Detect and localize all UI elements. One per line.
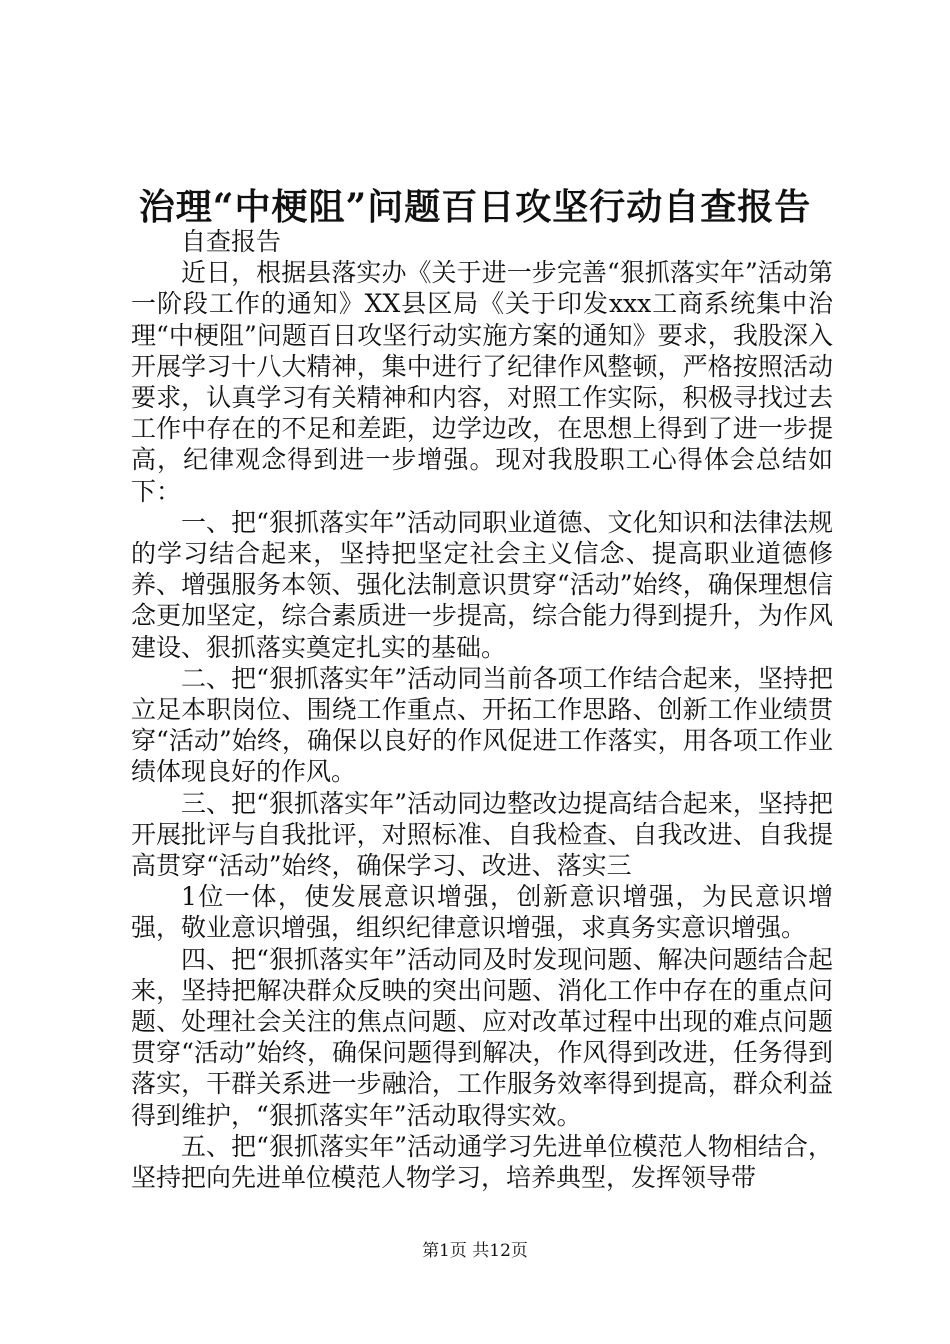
document-title: 治理“中梗阻”问题百日攻坚行动自查报告 xyxy=(138,186,812,228)
paragraph-point-3: 三、把“狠抓落实年”活动同边整改边提高结合起来，坚持把开展批评与自我批评，对照标准、自我检查、自我改进、自我提高贯穿“活动”始终，确保学习、改进、落实三 xyxy=(131,788,833,881)
paragraph-point-3-continued: 1位一体，使发展意识增强，创新意识增强，为民意识增强，敬业意识增强，组织纪律意识增强，求真务实意识增强。 xyxy=(131,882,833,943)
paragraph-point-2: 二、把“狠抓落实年”活动同当前各项工作结合起来，坚持把立足本职岗位、围绕工作重点、开拓工作思路、创新工作业绩贯穿“活动”始终，确保以良好的作风促进工作落实，用各项工作业绩体现良好的作风。 xyxy=(131,663,833,787)
document-body xyxy=(131,226,833,1193)
paragraph-heading: 自查报告 xyxy=(181,227,282,256)
paragraph-point-4: 四、把“狠抓落实年”活动同及时发现问题、解决问题结合起来，坚持把解决群众反映的突出问题、消化工作中存在的重点问题、处理社会关注的焦点问题、应对改革过程中出现的难点问题贯穿“活动”始终，确保问题得到解决，作风得到改进，任务得到落实，干群关系进一步融洽，工作服务效率得到提高，群众利益得到维护，“狠抓落实年”活动取得实效。 xyxy=(131,944,833,1130)
paragraph-point-5: 五、把“狠抓落实年”活动通学习先进单位模范人物相结合，坚持把向先进单位模范人物学习，培养典型，发挥领导带 xyxy=(131,1131,833,1193)
page-number-footer: 第1页 共12页 xyxy=(422,1241,528,1261)
paragraph-point-1: 一、把“狠抓落实年”活动同职业道德、文化知识和法律法规的学习结合起来，坚持把坚定社会主义信念、提高职业道德修养、增强服务本领、强化法制意识贯穿“活动”始终，确保理想信念更加坚定，综合素质进一步提高，综合能力得到提升，为作风建设、狠抓落实奠定扎实的基础。 xyxy=(131,507,833,662)
paragraph-intro: 近日，根据县落实办《关于进一步完善“狠抓落实年”活动第一阶段工作的通知》XX县区局《关于印发xxx工商系统集中治理“中梗阻”问题百日攻坚行动实施方案的通知》要求，我股深入开展学习十八大精神，集中进行了纪律作风整顿，严格按照活动要求，认真学习有关精神和内容，对照工作实际，积极寻找过去工作中存在的不足和差距，边学边改，在思想上得到了进一步提高，纪律观念得到进一步增强。现对我股职工心得体会总结如下： xyxy=(131,258,833,506)
